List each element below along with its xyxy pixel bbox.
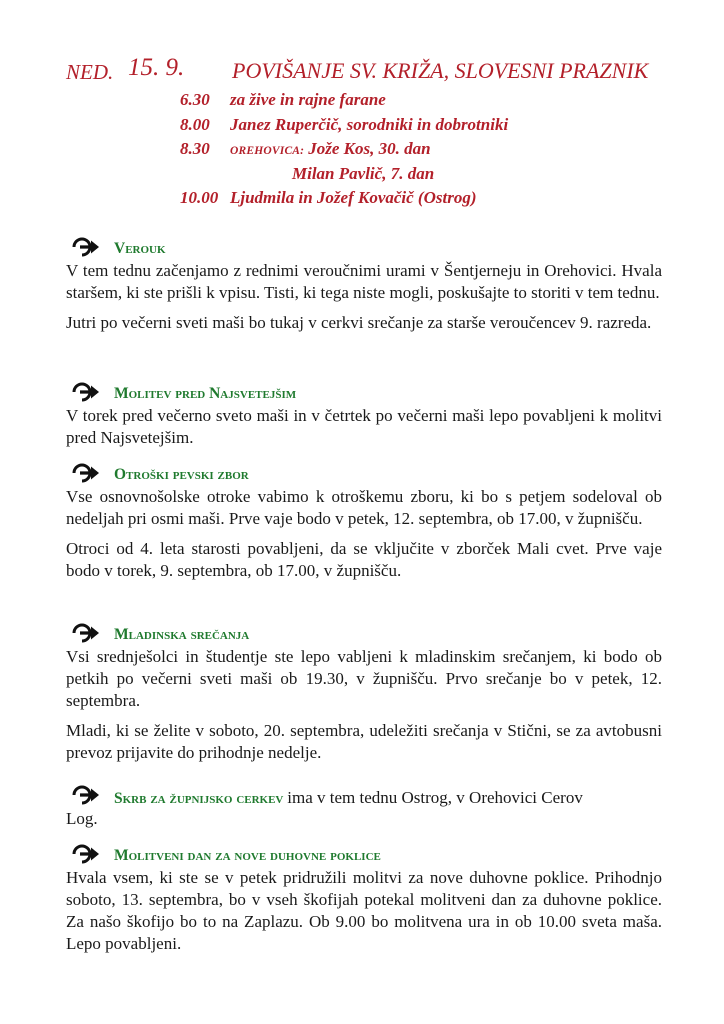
- section-title: Otroški pevski zbor: [114, 466, 249, 483]
- arrow-bullet-icon: [71, 236, 101, 258]
- section-paragraph: Hvala vsem, ki ste se v petek pridružili molitvi za nove duhovne poklice. Prihodnjo soboto, 13. septembra, bo v vseh škofijah potekal molitveni dan za duhovne poklice. Za našo škofijo bo to na Zaplazu. Ob 9.00 bo molitvena ura in ob 10.00 sveta maša. Lepo povabljeni.: [66, 868, 662, 953]
- section-title: Molitev pred Najsvetejšim: [114, 385, 297, 402]
- mass-row: [180, 188, 660, 213]
- section-paragraph: Otroci od 4. leta starosti povabljeni, da se vključite v zborček Mali cvet. Prve vaje bodo v torek, 9. septembra, ob 17.00, v župnišču.: [66, 539, 662, 580]
- section-header: [66, 622, 662, 646]
- mass-schedule: [180, 90, 660, 213]
- mass-time: 8.30: [180, 139, 210, 158]
- mass-row: [180, 164, 660, 189]
- section-title: Verouk: [114, 240, 166, 257]
- section-paragraph: Vse osnovnošolske otroke vabimo k otroškemu zboru, ki bo s petjem sodeloval ob nedeljah pri osmi maši. Prve vaje bodo v petek, 12. septembra, ob 17.00, v župnišču.: [66, 487, 662, 528]
- section-title: Mladinska srečanja: [114, 626, 250, 643]
- arrow-bullet-icon: [71, 843, 101, 865]
- section-youth-meetings: [66, 622, 662, 772]
- section-title-wrap: [114, 788, 583, 808]
- section-paragraph: Vsi srednješolci in študentje ste lepo vabljeni k mladinskim srečanjem, ki bodo ob petkih po večerni sveti maši ob 19.30, v župnišču. Prvo srečanje bo v petek, 12. septembra.: [66, 647, 662, 710]
- mass-intention-wrap: [230, 139, 431, 159]
- section-title: Skrb za župnijsko cerkev: [114, 790, 284, 807]
- arrow-bullet-icon: [71, 784, 101, 806]
- section-title-continuation: ima v tem tednu Ostrog, v Orehovici Cerov: [287, 788, 583, 807]
- mass-row: [180, 115, 660, 140]
- arrow-bullet-icon: [71, 622, 101, 644]
- mass-time: 8.00: [180, 114, 210, 134]
- section-paragraph: Log.: [66, 809, 98, 828]
- section-adoration: [66, 381, 662, 457]
- arrow-bullet-icon: [71, 381, 101, 403]
- mass-row: [180, 139, 660, 164]
- section-vocations-prayer-day: [66, 843, 662, 963]
- feast-header: [66, 52, 666, 86]
- section-paragraph: V torek pred večerno sveto maši in v četrtek po večerni maši lepo povabljeni k molitvi pred Najsvetejšim.: [66, 406, 662, 447]
- arrow-bullet-icon: [71, 462, 101, 484]
- mass-intention: Jože Kos, 30. dan: [308, 139, 431, 158]
- mass-time: 6.30: [180, 90, 210, 109]
- section-paragraph: Mladi, ki se želite v soboto, 20. septembra, udeležiti srečanja v Stični, se za avtobusni prevoz prijavite do prihodnje nedelje.: [66, 721, 662, 762]
- mass-location: OREHOVICA:: [230, 145, 305, 157]
- header-date: 15. 9.: [128, 54, 185, 81]
- section-paragraph: V tem tednu začenjamo z rednimi veroučnimi urami v Šentjerneju in Orehovici. Hvala staršem, ki ste prišli k vpisu. Tisti, ki tega niste mogli, poskušajte to storiti v tem tednu.: [66, 261, 662, 302]
- section-church-care: [66, 784, 662, 838]
- section-header: [66, 236, 662, 260]
- section-header: [66, 784, 662, 808]
- section-header: [66, 381, 662, 405]
- mass-intention: Ljudmila in Jožef Kovačič (Ostrog): [230, 188, 477, 207]
- mass-intention: Milan Pavlič, 7. dan: [292, 163, 435, 183]
- section-header: [66, 462, 662, 486]
- section-header: [66, 843, 662, 867]
- section-paragraph: Jutri po večerni sveti maši bo tukaj v cerkvi srečanje za starše veroučencev 9. razreda.: [66, 313, 652, 332]
- header-feast: POVIŠANJE SV. KRIŽA, SLOVESNI PRAZNIK: [232, 58, 649, 83]
- section-verouk: [66, 236, 662, 342]
- header-day: NED.: [66, 60, 114, 84]
- section-title: Molitveni dan za nove duhovne poklice: [114, 847, 381, 864]
- section-childrens-choir: [66, 462, 662, 590]
- mass-row: [180, 90, 660, 115]
- mass-intention: Janez Ruperčič, sorodniki in dobrotniki: [230, 114, 509, 134]
- mass-time: 10.00: [180, 188, 219, 207]
- mass-intention: za žive in rajne farane: [230, 90, 386, 109]
